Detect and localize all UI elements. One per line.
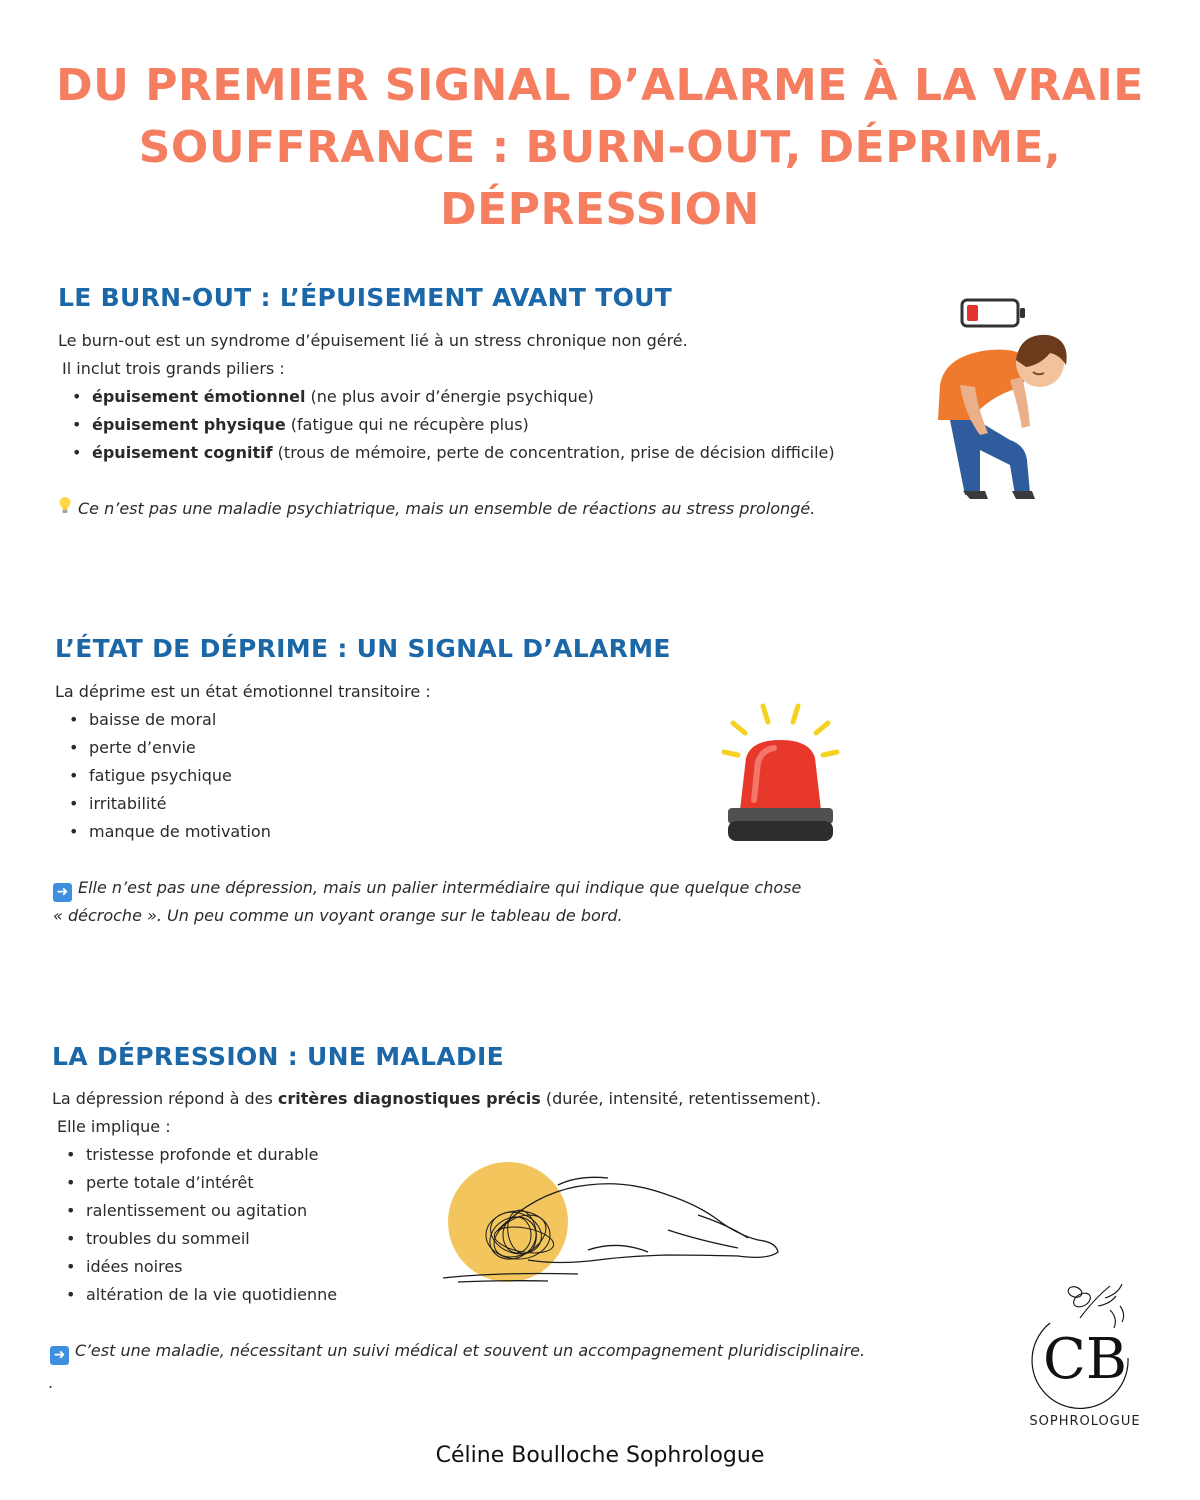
list-item: • épuisement émotionnel (ne plus avoir d’énergie psychique): [58, 383, 835, 411]
list-item: • perte totale d’intérêt: [52, 1169, 337, 1197]
arrow-right-icon: ➜: [53, 883, 72, 902]
deprime-list: [55, 706, 271, 846]
depression-intro-2: Elle implique :: [57, 1117, 171, 1136]
list-item: • irritabilité: [55, 790, 271, 818]
list-item: • perte d’envie: [55, 734, 271, 762]
exhausted-person-illustration: [930, 325, 1080, 503]
list-item: • épuisement physique (fatigue qui ne récupère plus): [58, 411, 835, 439]
alarm-siren-icon: [718, 700, 843, 855]
list-item: • manque de motivation: [55, 818, 271, 846]
burnout-intro-2: Il inclut trois grands piliers :: [62, 359, 285, 378]
title-line-1: DU PREMIER SIGNAL D’ALARME À LA VRAIE: [56, 60, 1144, 111]
burnout-note: Ce n’est pas une maladie psychiatrique, mais un ensemble de réactions au stress prolongé.: [58, 495, 815, 523]
list-item: • ralentissement ou agitation: [52, 1197, 337, 1225]
depression-list: [52, 1141, 337, 1309]
burnout-heading: LE BURN-OUT : L’ÉPUISEMENT AVANT TOUT: [58, 283, 673, 312]
title-line-2: SOUFFRANCE : BURN-OUT, DÉPRIME, DÉPRESSION: [138, 122, 1062, 235]
logo-monogram: CB: [1043, 1327, 1127, 1392]
depression-intro: La dépression répond à des critères diagnostiques précis (durée, intensité, retentissement).: [52, 1089, 822, 1108]
logo-mark: [1010, 1278, 1160, 1413]
list-item: • épuisement cognitif (trous de mémoire, perte de concentration, prise de décision difficile): [58, 439, 835, 467]
depression-heading: LA DÉPRESSION : UNE MALADIE: [52, 1042, 504, 1071]
depression-note: ➜ C’est une maladie, nécessitant un suivi médical et souvent un accompagnement pluridisciplinaire.: [50, 1337, 865, 1365]
deprime-intro: La déprime est un état émotionnel transitoire :: [55, 682, 431, 701]
list-item: • idées noires: [52, 1253, 337, 1281]
burnout-list: [58, 383, 835, 467]
burnout-intro: Le burn-out est un syndrome d’épuisement lié à un stress chronique non géré.: [58, 331, 688, 350]
deprime-heading: L’ÉTAT DE DÉPRIME : UN SIGNAL D’ALARME: [55, 634, 671, 663]
list-item: • fatigue psychique: [55, 762, 271, 790]
cb-sophrologue-logo: [1010, 1278, 1160, 1438]
low-battery-icon: [960, 298, 1026, 328]
list-item: • baisse de moral: [55, 706, 271, 734]
footer-signature: Céline Boulloche Sophrologue: [435, 1443, 765, 1468]
trailing-dot: .: [48, 1373, 54, 1392]
arrow-right-icon: ➜: [50, 1346, 69, 1365]
logo-caption: SOPHROLOGUE: [1029, 1414, 1141, 1429]
page-title: [20, 55, 1180, 241]
lightbulb-icon: [58, 495, 72, 523]
deprime-note: ➜ Elle n’est pas une dépression, mais un palier intermédiaire qui indique que quelque chose « décroche ». Un peu comme un voyant orange sur le tableau de bord.: [53, 878, 802, 925]
lying-person-illustration: [438, 1160, 788, 1285]
list-item: • troubles du sommeil: [52, 1225, 337, 1253]
list-item: • tristesse profonde et durable: [52, 1141, 337, 1169]
list-item: • altération de la vie quotidienne: [52, 1281, 337, 1309]
